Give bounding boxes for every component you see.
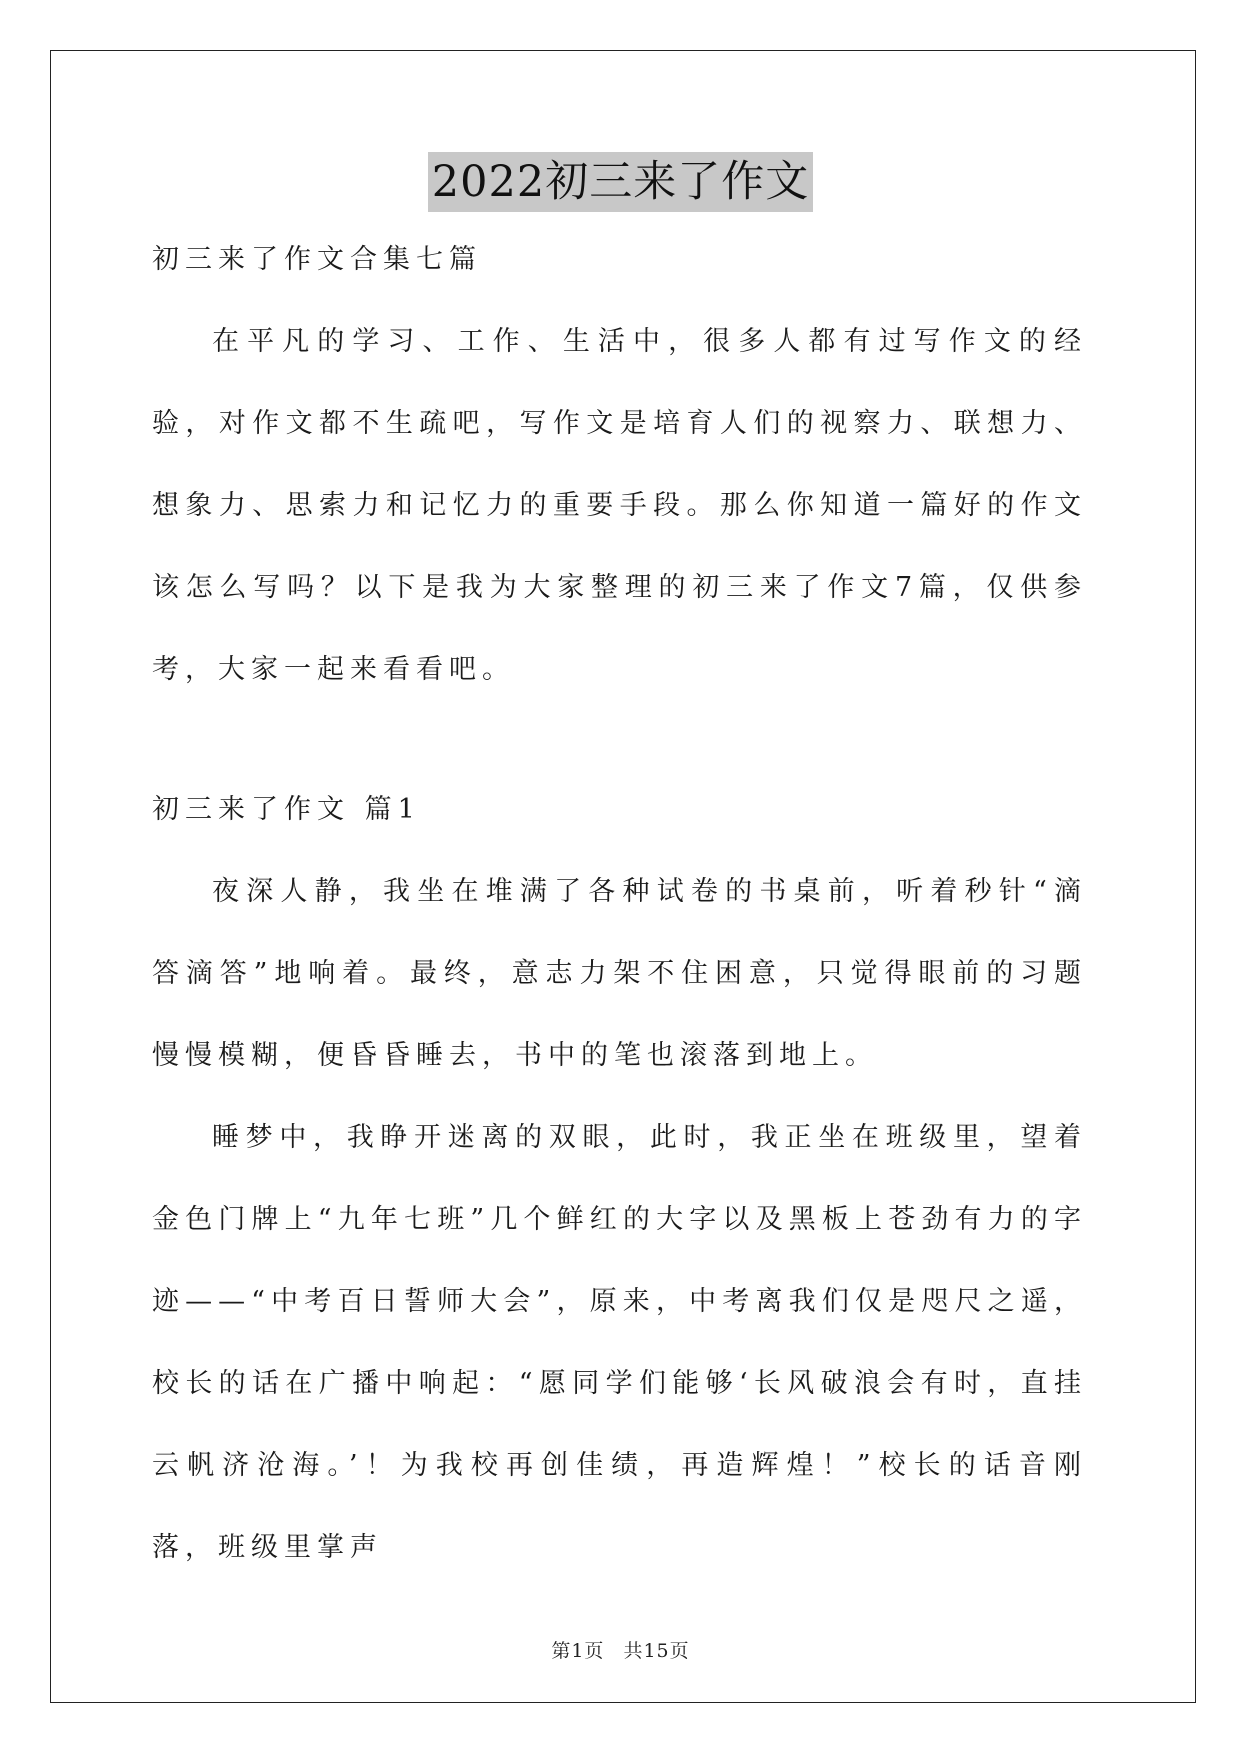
document-body	[152, 235, 1087, 1589]
document-subtitle: 初三来了作文合集七篇	[152, 244, 482, 275]
page-number: 第1页	[551, 1640, 605, 1662]
page-total: 共15页	[623, 1640, 690, 1662]
section-heading: 初三来了作文 篇1	[152, 794, 421, 825]
body-paragraph: 睡梦中，我睁开迷离的双眼，此时，我正坐在班级里，望着金色门牌上“九年七班”几个鲜红的大字以及黑板上苍劲有力的字迹——“中考百日誓师大会”，原来，中考离我们仅是咫尺之遥，校长的话在广播中响起：“愿同学们能够‘长风破浪会有时，直挂云帆济沧海。’！为我校再创佳绩，再造辉煌！”校长的话音刚落，班级里掌声	[152, 1122, 1087, 1563]
page-footer	[0, 1636, 1241, 1663]
body-paragraph: 夜深人静，我坐在堆满了各种试卷的书桌前，听着秒针“滴答滴答”地响着。最终，意志力架不住困意，只觉得眼前的习题慢慢模糊，便昏昏睡去，书中的笔也滚落到地上。	[152, 876, 1087, 1071]
intro-paragraph: 在平凡的学习、工作、生活中，很多人都有过写作文的经验，对作文都不生疏吧，写作文是培育人们的视察力、联想力、想象力、思索力和记忆力的重要手段。那么你知道一篇好的作文该怎么写吗？以下是我为大家整理的初三来了作文7篇，仅供参考，大家一起来看看吧。	[152, 326, 1087, 685]
section-spacer	[152, 711, 1087, 785]
document-title: 2022初三来了作文	[428, 152, 813, 212]
title-container	[0, 152, 1241, 212]
